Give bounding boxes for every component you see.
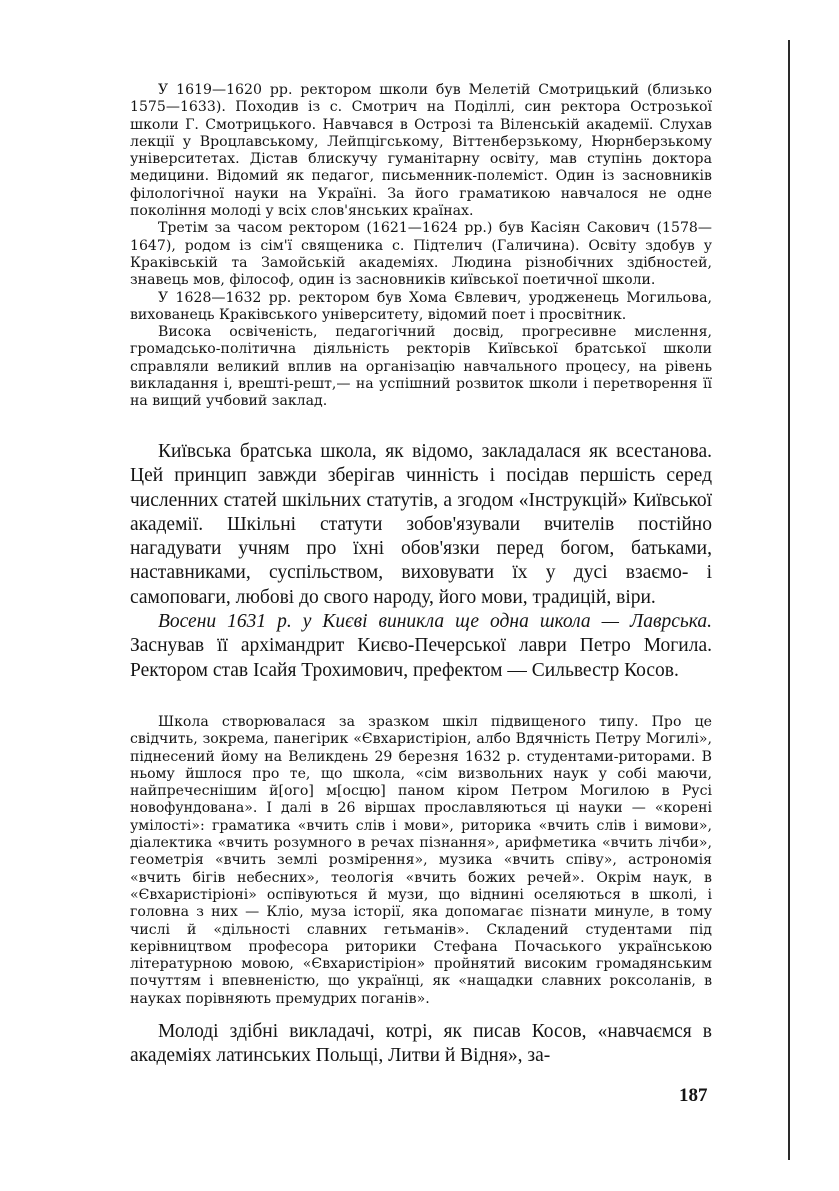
page-number: 187 — [679, 1085, 708, 1106]
paragraph-sakovych: Третім за часом ректором (1621—1624 рр.) був Касіян Сакович (1578—1647), родом із сім'ї священика с. Підтелич (Галичина). Освіту здобув у Краківській та Замойській академіях. Людина різнобічних здібностей, знавець мов, філософ, один із засновників київської поетичної школи. — [130, 220, 712, 289]
paragraph-lavra-school — [130, 610, 712, 683]
paragraph-smotrytskyi: У 1619—1620 рр. ректором школи був Мелетій Смотрицький (близько 1575—1633). Походив із с. Смотрич на Поділлі, син ректора Острозької школи Г. Смотрицького. Навчався в Острозі та Віленській академії. Слухав лекції у Вроцлавському, Лейпцігському, Віттенберзькому, Нюрнберзькому університетах. Дістав блискучу гуманітарну освіту, мав ступінь доктора медицини. Відомий як педагог, письменник-полеміст. Один із засновників філологічної науки на Україні. За його граматикою навчалося не одне покоління молоді у всіх слов'янських країнах. — [130, 82, 712, 220]
paragraph-yevlevych: У 1628—1632 рр. ректором був Хома Євлевич, уродженець Могильова, вихованець Краківського університету, відомий поет і просвітник. — [130, 289, 712, 323]
main-text-section — [130, 440, 712, 683]
lavra-school-rest: Заснував її архімандрит Києво-Печерської лаври Петро Могила. Ректором став Ісайя Трохимович, префектом — Сильвестр Косов. — [130, 635, 712, 681]
lavra-school-italic: Восени 1631 р. у Києві виникла ще одна школа — Лаврська. — [158, 611, 712, 633]
evkharystirion-section — [130, 714, 712, 1008]
paragraph-brotherhood-school: Київська братська школа, як відомо, закладалася як всестанова. Цей принцип завжди зберігав чинність і посідав першість серед численних статей шкільних статутів, а згодом «Інструкцій» Київської академії. Шкільні статути зобов'язували вчителів постійно нагадувати учням про їхні обов'язки перед богом, батьками, наставниками, суспільством, виховувати їх у дусі взаємо- і самоповаги, любові до свого народу, його мови, традицій, віри. — [130, 441, 712, 608]
page-edge-line — [788, 40, 790, 1160]
paragraph-rectors-influence: Висока освіченість, педагогічний досвід, прогресивне мислення, громадсько-політична діяльність ректорів Київської братської школи справляли великий вплив на організацію навчального процесу, на рівень викладання і, врешті-решт,— на успішний розвиток школи і перетворення її на вищий учбовий заклад. — [130, 324, 712, 410]
closing-section — [130, 1020, 712, 1069]
paragraph-young-teachers: Молоді здібні викладачі, котрі, як писав Косов, «навчаємся в академіях латинських Польщі, Литви й Відня», за- — [130, 1021, 712, 1067]
rectors-section — [130, 82, 712, 411]
paragraph-evkharystirion: Школа створювалася за зразком шкіл підвищеного типу. Про це свідчить, зокрема, панегірик «Євхаристіріон, албо Вдячність Петру Могилі», піднесений йому на Великдень 29 березня 1632 р. студентами-риторами. В ньому йшлося про те, що школа, «сім визвольних наук у собі маючи, найпречеснішим й[ого] м[осцю] паном кіром Петром Могилою в Русі новофундована». І далі в 26 віршах прославляються ці науки — «корені умілості»: граматика «вчить слів і мови», риторика «вчить слів і вимови», діалектика «вчить розумного в речах пізнання», арифметика «вчить лічби», геометрія «вчить землі розмірення», музика «вчить співу», астрономія «вчить бігів небесних», теологія «вчить божих речей». Окрім наук, в «Євхаристіріоні» оспівуються й музи, що віднині оселяються в школі, і головна з них — Кліо, муза історії, яка допомагає пізнати минуле, в тому числі й «дільності славних гетьманів». Складений студентами під керівництвом професора риторики Стефана Почаського українською літературною мовою, «Євхаристіріон» пройнятий високим громадянським почуттям і впевненістю, що українці, як «нащадки славних роксоланів, в науках порівняють премудрих поганів». — [130, 714, 712, 1007]
